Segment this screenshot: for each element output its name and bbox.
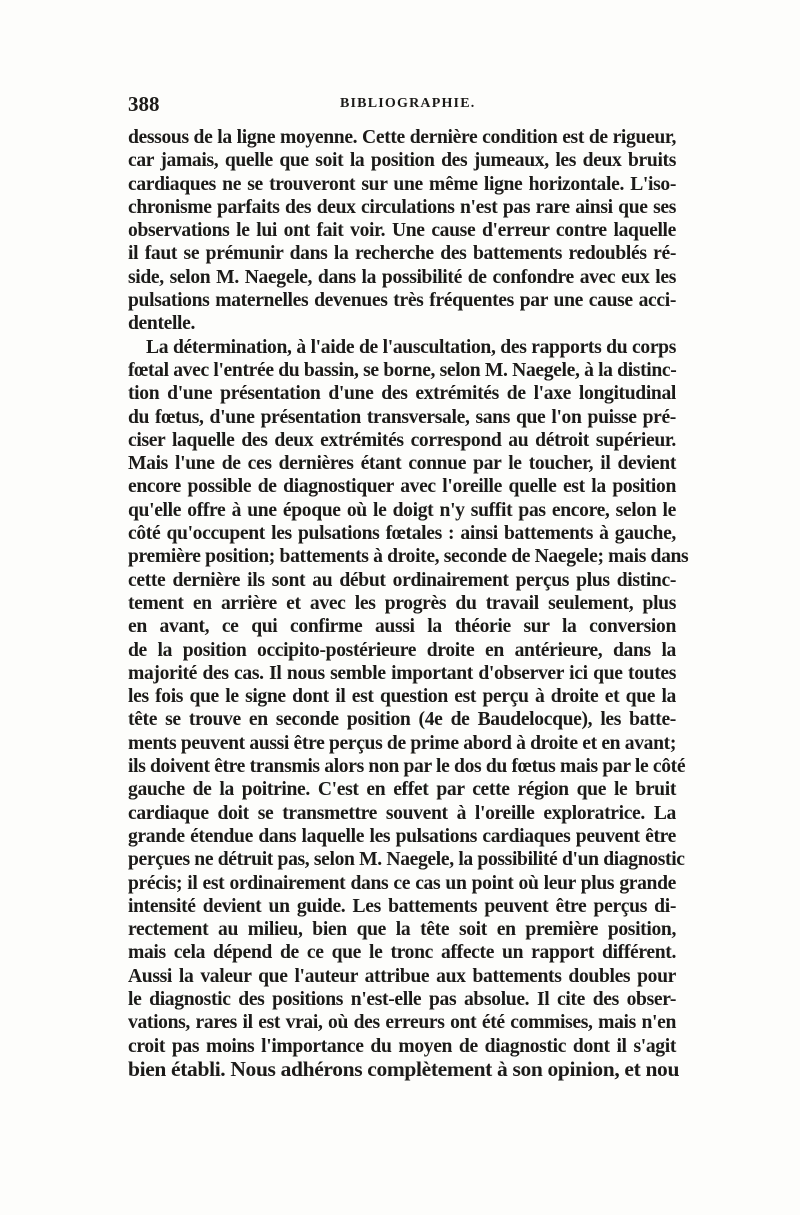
text-line: vations, rares il est vrai, où des erreurs ont été commises, mais n'en: [128, 1012, 676, 1034]
text-line: perçues ne détruit pas, selon M. Naegele, la possibilité d'un diagnostic: [128, 849, 685, 871]
text-line: grande étendue dans laquelle les pulsations cardiaques peuvent être: [128, 825, 676, 847]
text-line: tête se trouve en seconde position (4e de Baudelocque), les batte-: [128, 709, 676, 731]
text-line: majorité des cas. Il nous semble important d'observer ici que toutes: [128, 662, 676, 684]
text-line: les fois que le signe dont il est question est perçu à droite et que la: [128, 686, 676, 708]
text-line: cardiaques ne se trouveront sur une même ligne horizontale. L'iso-: [128, 173, 676, 195]
body-text: [128, 126, 689, 1081]
text-line: chronisme parfaits des deux circulations n'est pas rare ainsi que ses: [128, 196, 676, 218]
text-line: tement en arrière et avec les progrès du travail seulement, plus: [128, 592, 676, 614]
text-line: mais cela dépend de ce que le tronc affecte un rapport différent.: [128, 942, 676, 964]
text-line: observations le lui ont fait voir. Une cause d'erreur contre laquelle: [128, 220, 676, 242]
text-line: qu'elle offre à une époque où le doigt n'y suffit pas encore, selon le: [128, 499, 676, 521]
text-line: tion d'une présentation d'une des extrémités de l'axe longitudinal: [128, 383, 676, 405]
text-line: car jamais, quelle que soit la position des jumeaux, les deux bruits: [128, 150, 676, 172]
text-line: cardiaque doit se transmettre souvent à l'oreille exploratrice. La: [128, 802, 676, 824]
text-line: Mais l'une de ces dernières étant connue par le toucher, il devient: [128, 453, 676, 475]
text-line: side, selon M. Naegele, dans la possibilité de confondre avec eux les: [128, 266, 676, 288]
text-line: intensité devient un guide. Les battements peuvent être perçus di-: [128, 895, 676, 917]
text-line: ciser laquelle des deux extrémités correspond au détroit supérieur.: [128, 429, 676, 451]
text-line: côté qu'occupent les pulsations fœtales : ainsi battements à gauche,: [128, 523, 676, 545]
running-title: BIBLIOGRAPHIE.: [340, 96, 476, 111]
text-line: le diagnostic des positions n'est-elle pas absolue. Il cite des obser-: [128, 988, 676, 1010]
text-line: dentelle.: [128, 313, 196, 335]
text-line: bien établi. Nous adhérons complètement à son opinion, et nou: [128, 1056, 680, 1081]
text-line: pulsations maternelles devenues très fréquentes par une cause acci-: [128, 290, 676, 312]
page-header: [128, 92, 676, 126]
text-line: cette dernière ils sont au début ordinairement perçus plus distinc-: [128, 569, 676, 591]
text-line: de la position occipito-postérieure droite en antérieure, dans la: [128, 639, 676, 661]
text-line: dessous de la ligne moyenne. Cette dernière condition est de rigueur,: [128, 127, 676, 148]
text-line: précis; il est ordinairement dans ce cas un point où leur plus grande: [128, 872, 676, 894]
text-line: rectement au milieu, bien que la tête soit en première position,: [128, 919, 676, 941]
text-line: Aussi la valeur que l'auteur attribue aux battements doubles pour: [128, 965, 676, 987]
text-line: première position; battements à droite, seconde de Naegele; mais dans: [128, 546, 689, 568]
text-line: croit pas moins l'importance du moyen de diagnostic dont il s'agit: [128, 1035, 676, 1057]
text-line: La détermination, à l'aide de l'auscultation, des rapports du corps: [146, 336, 676, 358]
text-line: ils doivent être transmis alors non par le dos du fœtus mais par le côté: [128, 756, 686, 778]
page-number: 388: [128, 92, 160, 116]
text-line: en avant, ce qui confirme aussi la théorie sur la conversion: [128, 616, 676, 638]
text-line: du fœtus, d'une présentation transversale, sans que l'on puisse pré-: [128, 406, 676, 428]
text-line: gauche de la poitrine. C'est en effet par cette région que le bruit: [128, 779, 676, 801]
book-page: [128, 92, 689, 1081]
text-line: ments peuvent aussi être perçus de prime abord à droite et en avant;: [128, 732, 676, 754]
text-line: fœtal avec l'entrée du bassin, se borne, selon M. Naegele, à la distinc-: [128, 359, 677, 381]
text-line: il faut se prémunir dans la recherche des battements redoublés ré-: [128, 243, 676, 265]
text-line: encore possible de diagnostiquer avec l'oreille quelle est la position: [128, 476, 676, 498]
